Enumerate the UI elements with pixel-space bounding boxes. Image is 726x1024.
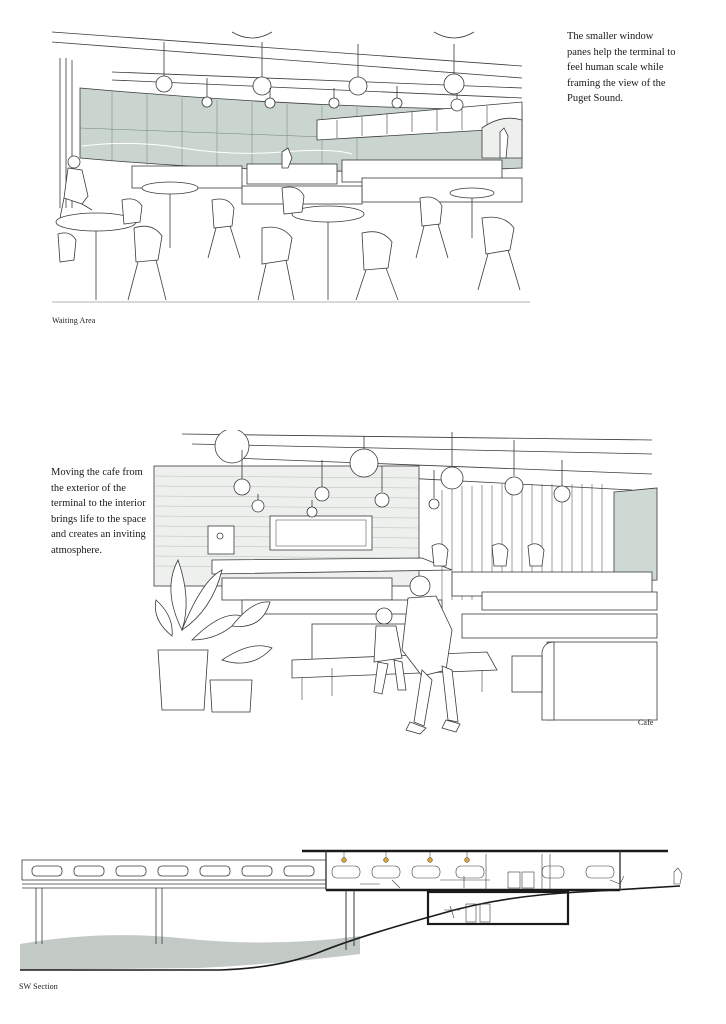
waiting-area-caption: Waiting Area: [52, 316, 96, 325]
waiting-area-note: The smaller window panes help the terminal to feel human scale while framing the view of the Puget Sound.: [567, 31, 676, 105]
sw-section-caption: SW Section: [19, 982, 58, 991]
waiting-area-illustration: [52, 28, 530, 304]
cafe-note: Moving the cafe from the exterior of the terminal to the interior brings life to the space and creates an inviting atmosphere.: [51, 467, 147, 556]
cafe-caption: Cafe: [638, 718, 654, 727]
sw-section-drawing: [20, 844, 700, 974]
cafe-illustration: [152, 430, 662, 745]
